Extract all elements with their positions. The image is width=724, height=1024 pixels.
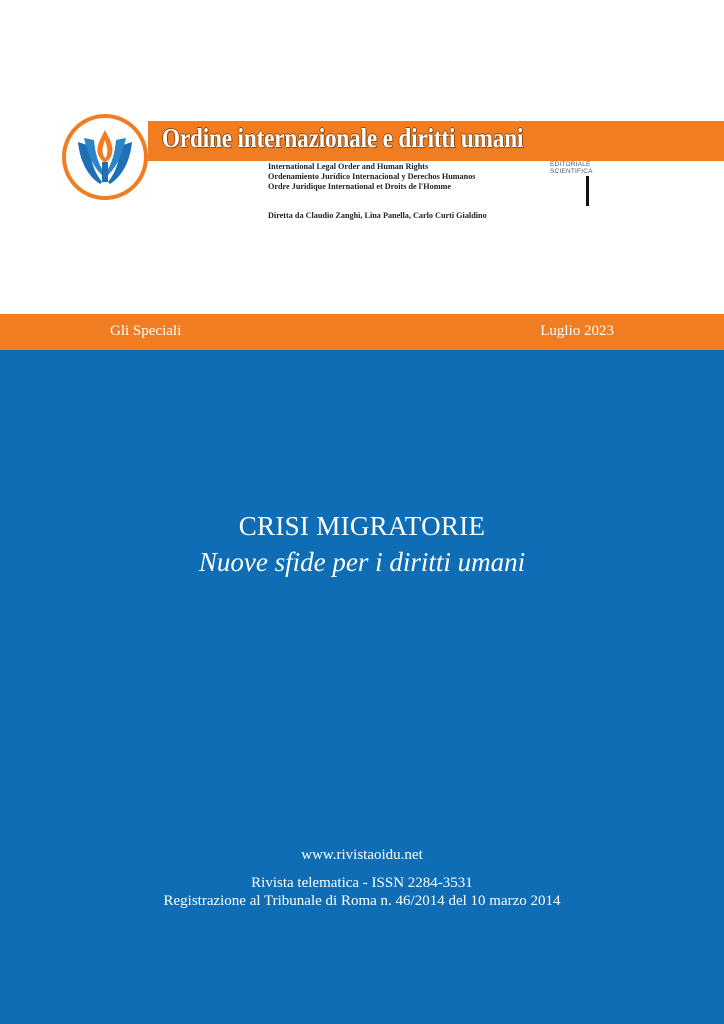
subtitle-french: Ordre Juridique International et Droits de l'Homme xyxy=(268,182,451,191)
publisher-name-line1: EDITORIALE xyxy=(550,161,591,168)
issue-date: Luglio 2023 xyxy=(540,323,614,339)
publisher-name-line2: SCIENTIFICA xyxy=(550,167,593,175)
cover-body xyxy=(0,350,724,1024)
series-label: Gli Speciali xyxy=(110,323,182,339)
subtitle-english: International Legal Order and Human Rights xyxy=(268,162,429,171)
publisher-logo xyxy=(550,161,593,208)
editors-line: Diretta da Claudio Zanghì, Lina Panella, Carlo Curti Gialdino xyxy=(268,211,487,220)
issn-line: Rivista telematica - ISSN 2284-3531 xyxy=(251,875,473,891)
cover-subtitle: Nuove sfide per i diritti umani xyxy=(198,547,526,577)
cover-footer xyxy=(0,846,724,910)
cover-title: CRISI MIGRATORIE xyxy=(238,511,486,541)
hands-flame-icon xyxy=(62,114,148,200)
series-strip xyxy=(0,314,724,350)
subtitle-spanish: Ordenamiento Jurídico Internacional y Derechos Humanos xyxy=(268,172,476,181)
masthead xyxy=(62,112,666,222)
registration-line: Registrazione al Tribunale di Roma n. 46/2014 del 10 marzo 2014 xyxy=(163,893,561,909)
publisher-mark-icon xyxy=(586,176,589,206)
website-link[interactable]: www.rivistaoidu.net xyxy=(301,847,423,863)
journal-title: Ordine internazionale e diritti umani xyxy=(162,123,524,153)
journal-subtitles xyxy=(268,162,476,192)
